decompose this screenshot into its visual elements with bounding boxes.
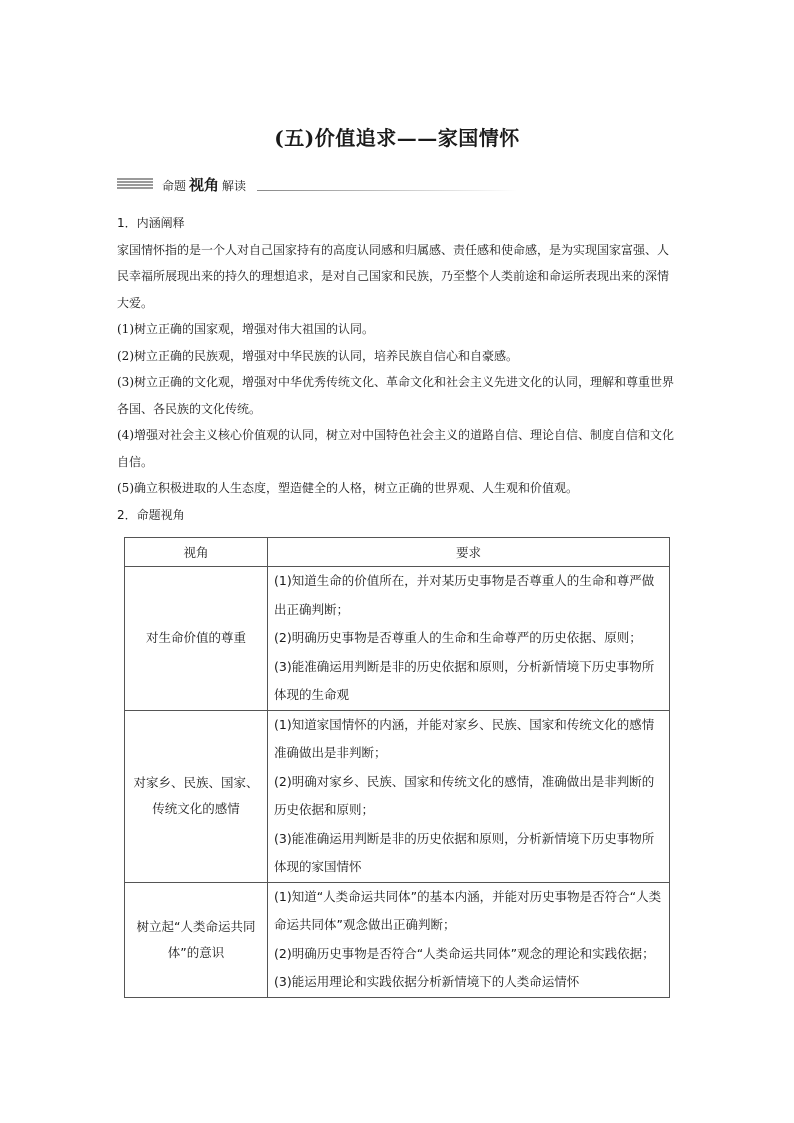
table-row [125,882,670,997]
section-heading-1: 1．内涵阐释 [117,216,185,230]
requirement-item: (1)知道家国情怀的内涵，并能对家乡、民族、国家和传统文化的感情准确做出是非判断； [274,716,655,760]
requirement-item: (1)知道“人类命运共同体”的基本内涵，并能对历史事物是否符合“人类命运共同体”观念做出正确判断； [274,888,662,932]
banner-stripes-decoration [117,178,153,189]
requirement-item: (2)明确对家乡、民族、国家和传统文化的感情，准确做出是非判断的历史依据和原则； [274,773,655,817]
view-cell: 对家乡、民族、国家、传统文化的感情 [125,710,268,882]
header-requirements: 要求 [268,538,670,567]
banner-post: 解读 [222,179,247,193]
point-item: (1)树立正确的国家观，增强对伟大祖国的认同。 [117,322,374,336]
point-item: (4)增强对社会主义核心价值观的认同，树立对中国特色社会主义的道路自信、理论自信、制度自信和文化自信。 [117,428,675,469]
header-view: 视角 [125,538,268,567]
main-content [117,210,677,528]
requirement-item: (2)明确历史事物是否尊重人的生命和生命尊严的历史依据、原则； [274,630,642,645]
table-header-row [125,538,670,567]
view-cell: 对生命价值的尊重 [125,567,268,711]
requirements-cell [268,710,670,882]
requirement-item: (1)知道生命的价值所在，并对某历史事物是否尊重人的生命和尊严做出正确判断； [274,573,655,617]
requirement-item: (3)能准确运用判断是非的历史依据和原则，分析新情境下历史事物所体现的生命观 [274,658,655,702]
point-item: (5)确立积极进取的人生态度，塑造健全的人格，树立正确的世界观、人生观和价值观。 [117,481,579,495]
section-banner [117,174,417,194]
page-title: (五)价值追求——家国情怀 [274,126,520,150]
point-item: (3)树立正确的文化观，增强对中华优秀传统文化、革命文化和社会主义先进文化的认同，理解和尊重世界各国、各民族的文化传统。 [117,375,675,416]
banner-label [162,174,246,195]
banner-rule [257,190,517,191]
table-row [125,567,670,711]
requirements-cell [268,882,670,997]
requirement-item: (3)能运用理论和实践依据分析新情境下的人类命运情怀 [274,974,580,989]
requirements-table [124,537,670,998]
intro-paragraph: 家国情怀指的是一个人对自己国家持有的高度认同感和归属感、责任感和使命感，是为实现国家富强、人民幸福所展现出来的持久的理想追求，是对自己国家和民族，乃至整个人类前途和命运所表现出来的深情大爱。 [117,242,670,310]
banner-pre: 命题 [162,179,187,193]
requirement-item: (3)能准确运用判断是非的历史依据和原则，分析新情境下历史事物所体现的家国情怀 [274,830,655,874]
requirements-cell [268,567,670,711]
point-item: (2)树立正确的民族观，增强对中华民族的认同，培养民族自信心和自豪感。 [117,348,519,363]
requirement-item: (2)明确历史事物是否符合“人类命运共同体”观念的理论和实践依据； [274,945,655,961]
table-row [125,710,670,882]
section-heading-2: 2．命题视角 [117,507,185,522]
banner-emphasis: 视角 [189,176,220,194]
view-cell: 树立起“人类命运共同体”的意识 [125,882,268,997]
